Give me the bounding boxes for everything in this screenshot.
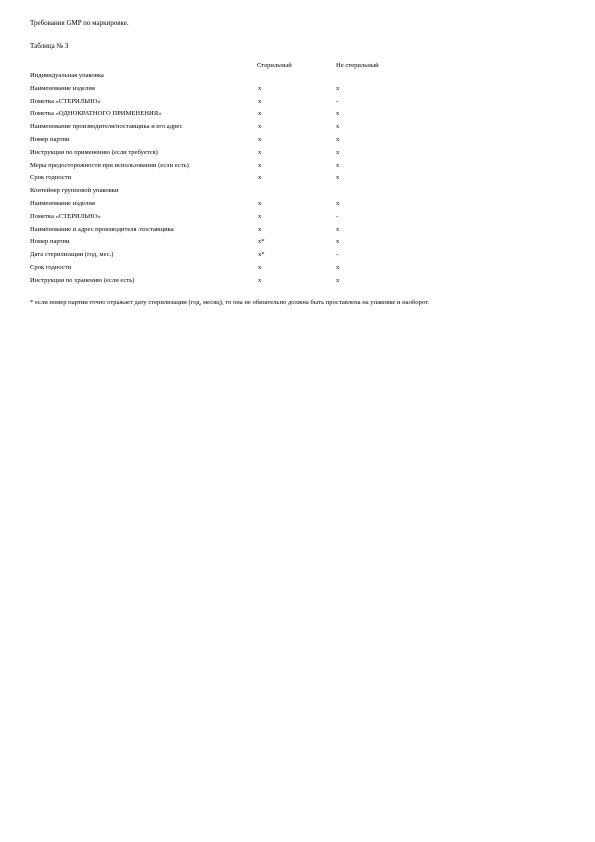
- table-row: [30, 98, 550, 111]
- table-row: [30, 238, 550, 251]
- nonsterile-mark: x: [336, 135, 340, 143]
- sterile-mark: x: [258, 225, 262, 233]
- nonsterile-mark: x: [336, 161, 340, 169]
- sterile-mark: x: [258, 110, 262, 118]
- row-label: Инструкция по хранению (если есть): [30, 276, 135, 284]
- nonsterile-mark: x: [336, 110, 340, 118]
- sterile-mark: x: [258, 123, 262, 131]
- row-label: Номер партии: [30, 238, 70, 246]
- table-number-label: Таблица № 3: [30, 42, 69, 50]
- table-row: [30, 85, 550, 98]
- nonsterile-mark: x: [336, 84, 340, 92]
- sterile-mark: x: [258, 174, 262, 182]
- row-label: Наименование производителя/поставщика и его адрес: [30, 123, 183, 131]
- row-label: Контейнер групповой упаковки: [30, 187, 119, 195]
- table-row: [30, 264, 550, 277]
- nonsterile-mark: -: [336, 97, 339, 105]
- labeling-requirements-table: [30, 72, 550, 290]
- nonsterile-mark: x: [336, 225, 340, 233]
- row-label: Пометка «СТЕРИЛЬНО»: [30, 212, 101, 220]
- sterile-mark: x: [258, 84, 262, 92]
- table-row: [30, 226, 550, 239]
- sterile-mark: x: [258, 199, 262, 207]
- row-label: Индивидуальная упаковка: [30, 72, 104, 79]
- table-row: [30, 123, 550, 136]
- table-row: [30, 277, 550, 290]
- nonsterile-mark: -: [336, 251, 339, 259]
- nonsterile-mark: x: [336, 174, 340, 182]
- column-header-nonsterile: Не стерильный: [336, 62, 379, 69]
- sterile-mark: x: [258, 148, 262, 156]
- table-row: [30, 162, 550, 175]
- sterile-mark: x*: [258, 251, 265, 259]
- row-label: Пометка «ОДНОКРАТНОГО ПРИМЕНЕНИЯ»: [30, 110, 162, 118]
- column-header-sterile: Стерильный: [257, 62, 292, 69]
- document-heading: Требования GMP по маркировке.: [30, 19, 129, 27]
- sterile-mark: x: [258, 212, 262, 220]
- sterile-mark: x*: [258, 238, 265, 246]
- nonsterile-mark: -: [336, 212, 339, 220]
- sterile-mark: x: [258, 263, 262, 271]
- sterile-mark: x: [258, 276, 262, 284]
- sterile-mark: x: [258, 161, 262, 169]
- row-label: Наименование и адрес производителя /поставщика: [30, 225, 174, 233]
- table-row: [30, 149, 550, 162]
- row-label: Срок годности: [30, 174, 72, 182]
- row-label: Номер партии: [30, 135, 70, 143]
- row-label: Меры предосторожности при использовании (если есть): [30, 161, 189, 169]
- table-row: [30, 136, 550, 149]
- nonsterile-mark: x: [336, 148, 340, 156]
- table-row: [30, 174, 550, 187]
- table-row: [30, 187, 550, 200]
- table-row: [30, 213, 550, 226]
- nonsterile-mark: x: [336, 276, 340, 284]
- row-label: Инструкция по применению (если требуется): [30, 148, 158, 156]
- table-row: [30, 72, 550, 85]
- nonsterile-mark: x: [336, 123, 340, 131]
- footnote: * если номер партии точно отражает дату стерилизации (год, месяц), то она не обязательно должна быть проставлена на упаковке и наоборот.: [30, 299, 430, 306]
- table-row: [30, 251, 550, 264]
- nonsterile-mark: x: [336, 199, 340, 207]
- table-row: [30, 200, 550, 213]
- row-label: Пометка «СТЕРИЛЬНО»: [30, 97, 101, 105]
- sterile-mark: x: [258, 97, 262, 105]
- sterile-mark: x: [258, 135, 262, 143]
- table-row: [30, 110, 550, 123]
- nonsterile-mark: x: [336, 263, 340, 271]
- row-label: Дата стерилизации (год, мес.): [30, 251, 114, 259]
- row-label: Срок годности: [30, 263, 72, 271]
- row-label: Наименование изделия: [30, 84, 95, 92]
- row-label: Наименование изделия: [30, 199, 95, 207]
- nonsterile-mark: x: [336, 238, 340, 246]
